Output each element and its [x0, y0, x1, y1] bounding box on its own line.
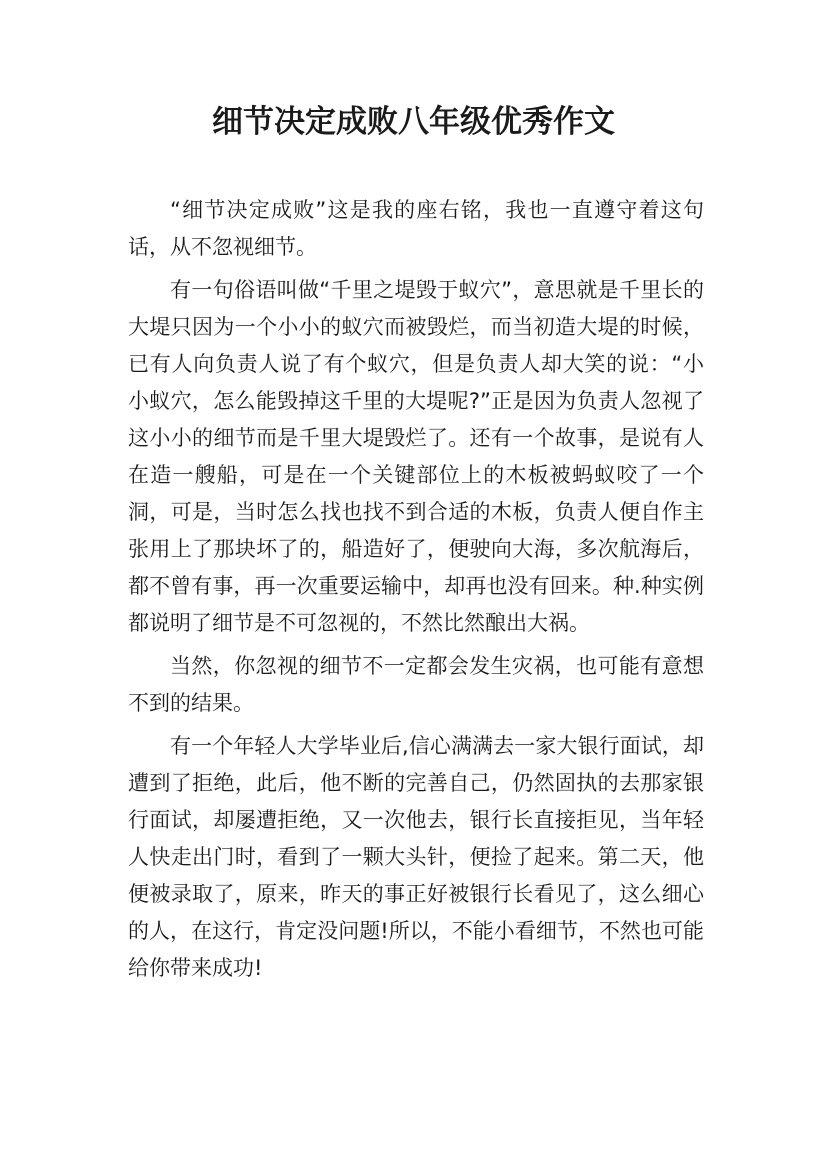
paragraph-3: 当然，你忽视的细节不一定都会发生灾祸，也可能有意想不到的结果。 — [128, 654, 704, 715]
document-body — [128, 192, 704, 993]
paragraph-2: 有一句俗语叫做“千里之堤毁于蚁穴”，意思就是千里长的大堤只因为一个小小的蚁穴而被毁烂，而当初造大堤的时候，已有人向负责人说了有个蚁穴，但是负责人却大笑的说：“小小蚁穴，怎么能毁掉这千里的大堤呢?”正是因为负责人忽视了这小小的细节而是千里大堤毁烂了。还有一个故事，是说有人在造一艘船，可是在一个关键部位上的木板被蚂蚁咬了一个洞，可是，当时怎么找也找不到合适的木板，负责人便自作主张用上了那块坏了的，船造好了，便驶向大海，多次航海后，都不曾有事，再一次重要运输中，却再也没有回来。种.种实例都说明了细节是不可忽视的，不然比然酿出大祸。 — [128, 278, 704, 635]
document-title: 细节决定成败八年级优秀作文 — [212, 104, 615, 140]
paragraph-1: “细节决定成败”这是我的座右铭，我也一直遵守着这句话，从不忽视细节。 — [128, 198, 704, 259]
paragraph-4: 有一个年轻人大学毕业后,信心满满去一家大银行面试，却遭到了拒绝，此后，他不断的完善自己，仍然固执的去那家银行面试，却屡遭拒绝，又一次他去，银行长直接拒见，当年轻人快走出门时，看到了一颗大头针，便捡了起来。第二天，他便被录取了，原来，昨天的事正好被银行长看见了，这么细心的人，在这行，肯定没问题!所以，不能小看细节，不然也可能给你带来成功! — [128, 734, 704, 980]
